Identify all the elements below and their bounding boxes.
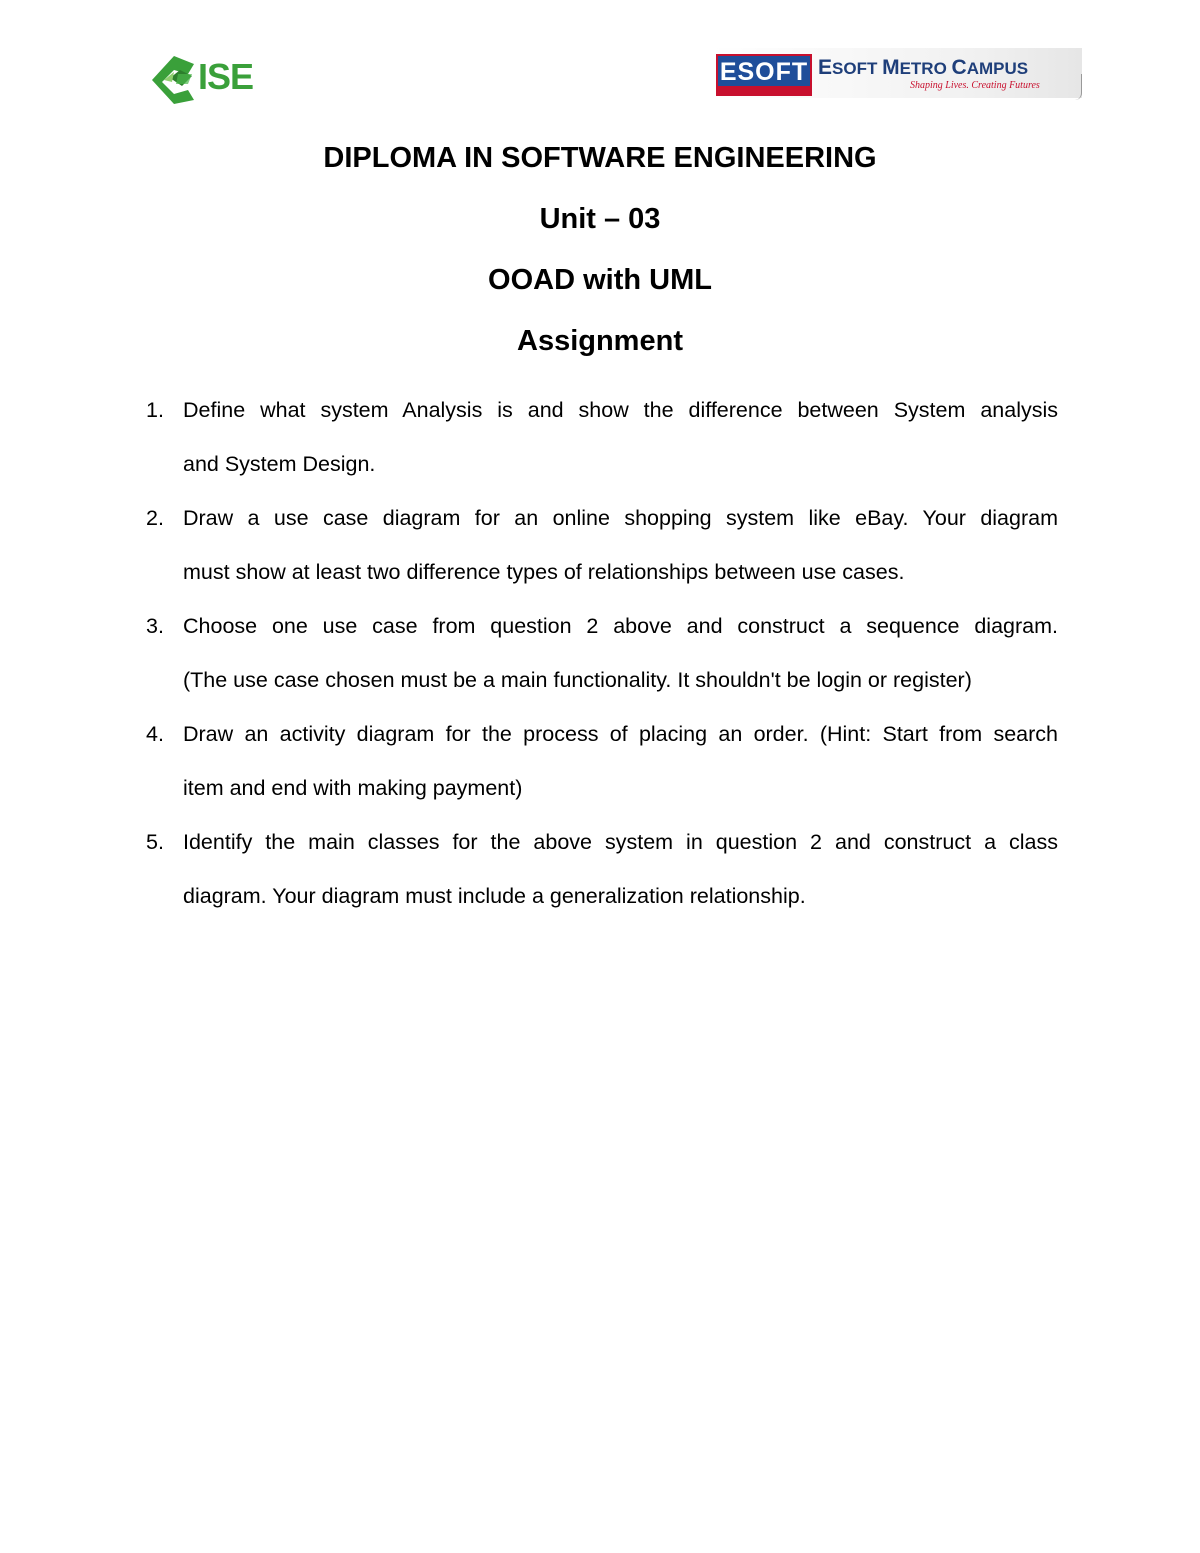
question-text-line: diagram. Your diagram must include a generalization relationship. [183,884,806,908]
question-2 [146,491,1058,599]
question-4 [146,707,1058,815]
question-1 [146,383,1058,491]
question-number: 1. [146,398,164,422]
esoft-tagline: Shaping Lives. Creating Futures [910,80,1040,91]
document-title: DIPLOMA IN SOFTWARE ENGINEERING [323,142,877,174]
unit-heading: Unit – 03 [539,203,661,235]
dise-logo [148,50,268,106]
esoft-box-strip [718,86,810,94]
question-number: 5. [146,830,164,854]
question-text-line: must show at least two difference types of relationships between use cases. [183,560,905,584]
question-number: 2. [146,506,164,530]
course-heading: OOAD with UML [488,264,712,296]
question-text-line: Identify the main classes for the above system in question 2 and construct a class [183,830,1058,854]
question-5 [146,815,1058,923]
question-list [146,383,1058,923]
assignment-heading: Assignment [517,325,683,357]
question-text-line: Draw an activity diagram for the process of placing an order. (Hint: Start from search [183,722,1058,746]
question-text-line: and System Design. [183,452,376,476]
page-curl-decoration [1075,74,1082,100]
question-text-line: Define what system Analysis is and show the difference between System analysis [183,398,1058,422]
esoft-logo-box [716,54,812,96]
esoft-campus-name: ESOFT METRO CAMPUS [818,56,1029,79]
question-text-line: Choose one use case from question 2 above and construct a sequence diagram. [183,614,1058,638]
esoft-logo [710,48,1086,102]
question-text-line: item and end with making payment) [183,776,523,800]
dise-logo-text: ISE [198,56,254,97]
question-text-line: Draw a use case diagram for an online shopping system like eBay. Your diagram [183,506,1058,530]
question-number: 3. [146,614,164,638]
esoft-box-text: ESOFT [719,58,809,86]
question-number: 4. [146,722,164,746]
question-3 [146,599,1058,707]
question-text-line: (The use case chosen must be a main functionality. It shouldn't be login or register) [183,668,972,692]
